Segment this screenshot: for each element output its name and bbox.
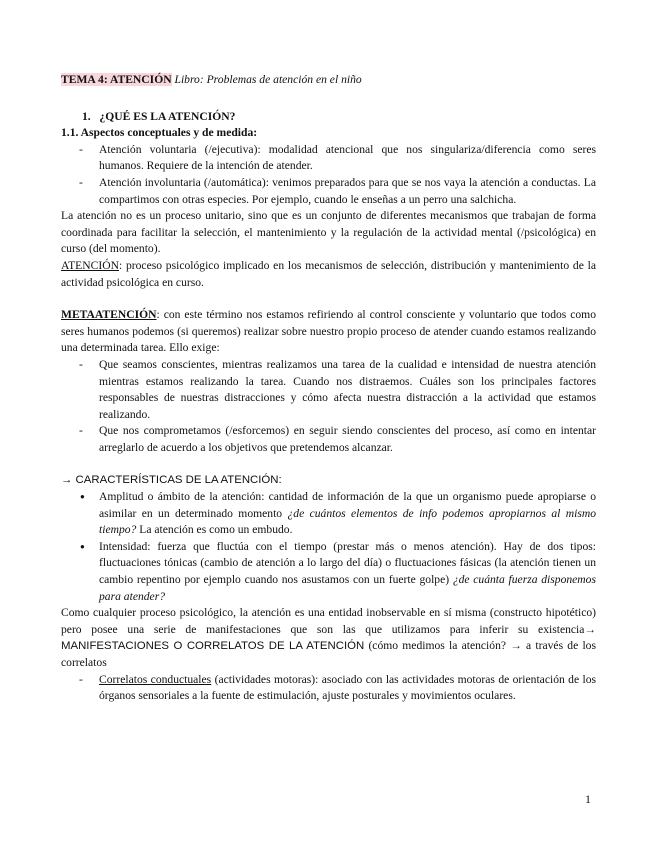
list-item: ● Intensidad: fuerza que fluctúa con el tiempo (prestar más o menos atención). Hay de dos tipos: fluctuaciones tónicas (cambio de atención a lo largo del día) o fluctuaciones fásicas (la atención tienen un cambio repentino por ejemplo cuando nos asustamos con un fuerte golpe) ¿de cuánta fuerza disponemos para atender? xyxy=(61,539,596,605)
requirements-list xyxy=(61,357,596,457)
page-number: 1 xyxy=(585,792,591,806)
subsection-heading: 1.1. Aspectos conceptuales y de medida: xyxy=(61,126,258,140)
section-title: ¿QUÉ ES LA ATENCIÓN? xyxy=(99,109,236,123)
list-item: - Atención involuntaria (/automática): venimos preparados para que se nos vaya la atención a conductas. La compartimos con otras especies. Por ejemplo, cuando le enseñas a un perro una salchicha. xyxy=(61,175,596,208)
list-item: - Que nos comprometamos (/esforcemos) en seguir siendo conscientes del proceso, así como en intentar arreglarlo de acuerdo a los objetivos que pretendemos alcanzar. xyxy=(61,423,596,456)
document-page xyxy=(61,72,596,705)
topic-title: TEMA 4: ATENCIÓN xyxy=(61,73,172,86)
list-item: - Que seamos conscientes, mientras realizamos una tarea de la cualidad e intensidad de nuestra atención mientras estamos realizando la tarea. Cuando nos distraemos. Cuáles son los principales factores responsables de nuestras distracciones y cómo afecta nuestra distracción a la actividad que estamos realizando. xyxy=(61,357,596,423)
metaattention-term: METAATENCIÓN xyxy=(61,308,157,322)
definition-paragraph xyxy=(61,258,596,291)
paragraph: Como cualquier proceso psicológico, la atención es una entidad inobservable en sí misma (constructo hipotético) pero posee una serie de manifestaciones que son las que utilizamos para inferir su existencia→ MANIFESTACIONES O CORRELATOS DE LA ATENCIÓN (cómo medimos la atención? → a través de los correlatos xyxy=(61,606,596,669)
list-item: - Correlatos conductuales (actividades motoras): asociado con las actividades motoras de orientación de los órganos sensoriales a la fuente de estimulación, ajuste posturales y movimientos oculares. xyxy=(61,672,596,705)
metaattention-paragraph xyxy=(61,307,596,357)
list-item: - Atención voluntaria (/ejecutiva): modalidad atencional que nos singulariza/diferencia como seres humanos. Requiere de la intención de atender. xyxy=(61,142,596,175)
section-number: 1. xyxy=(82,109,91,123)
metaattention-text: : con este término nos estamos refiriendo al control consciente y voluntario que todos como seres humanos podemos (si queremos) realizar sobre nuestro propio proceso de atender cuando estamos realizando una determinada tarea. Ello exige: xyxy=(61,308,596,355)
correlates-list xyxy=(61,672,596,705)
list-item: ● Amplitud o ámbito de la atención: cantidad de información de la que un organismo puede apropiarse o asimilar en un determinado momento ¿de cuántos elementos de info podemos apropiarnos al mismo tiempo? La atención es como un embudo. xyxy=(61,489,596,539)
characteristics-heading: → CARACTERÍSTICAS DE LA ATENCIÓN: xyxy=(61,474,282,487)
definition-text: : proceso psicológico implicado en los mecanismos de selección, distribución y mantenimiento de la actividad psicológica en curso. xyxy=(61,258,596,289)
section-heading xyxy=(82,109,596,126)
definition-term: ATENCIÓN xyxy=(61,258,119,272)
book-reference: Libro: Problemas de atención en el niño xyxy=(174,73,362,86)
attention-types-list xyxy=(61,142,596,208)
characteristics-list xyxy=(61,489,596,605)
document-title xyxy=(61,72,596,89)
paragraph: La atención no es un proceso unitario, sino que es un conjunto de diferentes mecanismos que trabajan de forma coordinada para facilitar la selección, el mantenimiento y la regulación de la actividad mental (/psicológica) en curso (del momento). xyxy=(61,209,596,256)
